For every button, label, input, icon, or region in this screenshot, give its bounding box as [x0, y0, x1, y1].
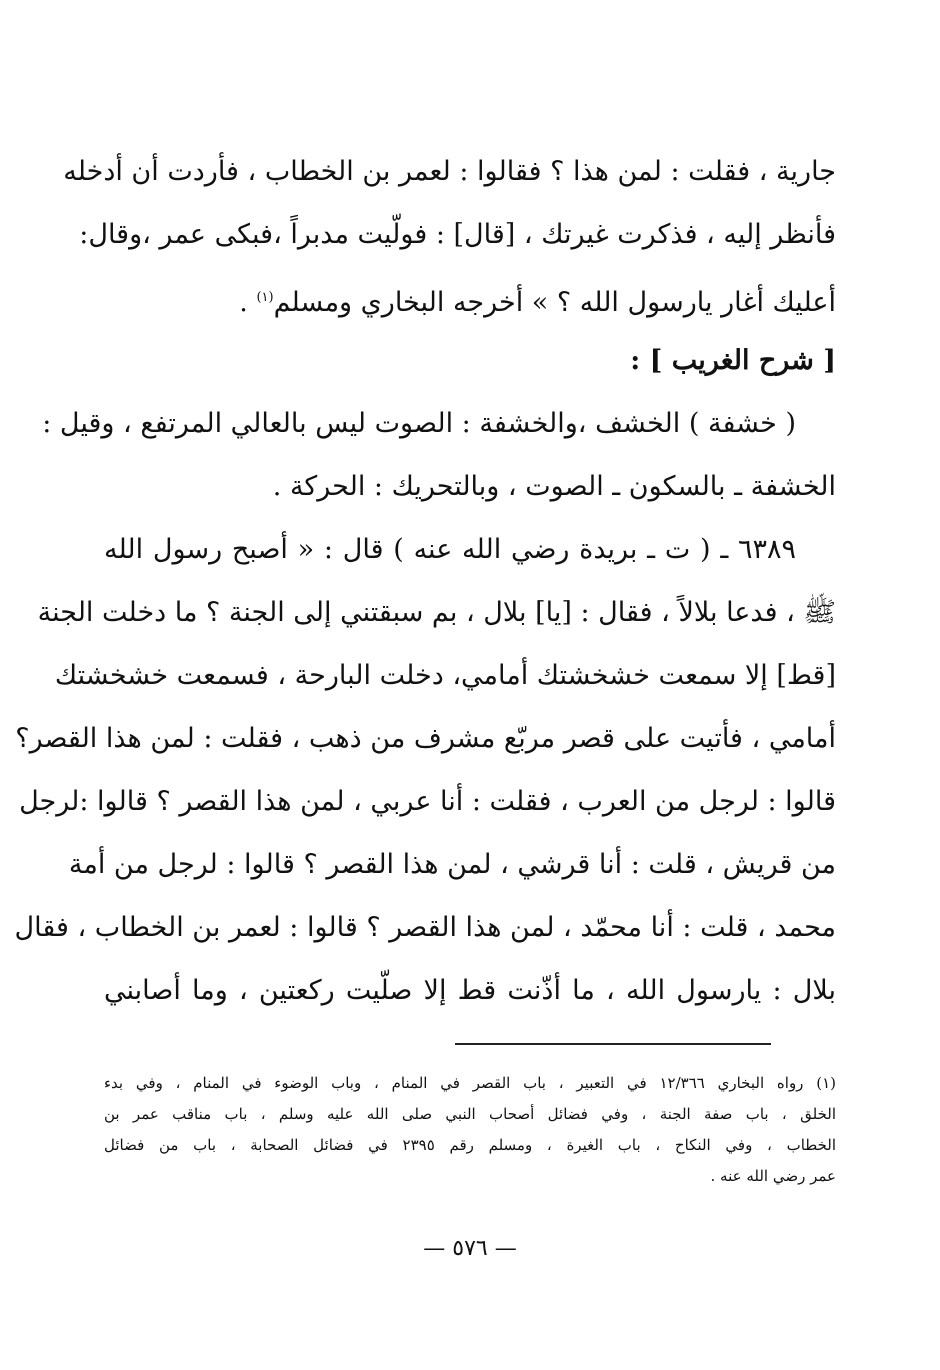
text-line-3 [104, 266, 836, 329]
footnote-reference: (١) [256, 290, 274, 305]
footnotes [104, 1068, 836, 1192]
hadith-line-1: ٦٣٨٩ ـ ( ت ـ بريدة رضي الله عنه ) قال : « أصبح رسول الله [104, 534, 796, 565]
main-text [14, 140, 836, 1022]
hadith-line-3: [قط] إلا سمعت خشخشتك أمامي، دخلت البارحة ، فسمعت خشخشتك [54, 660, 836, 691]
footnote-line-3: الخطاب ، وفي النكاح ، باب الغيرة ، ومسلم رقم ٢٣٩٥ في فضائل الصحابة ، باب من فضائل [104, 1136, 836, 1154]
gloss-line-2: الخشفة ـ بالسكون ـ الصوت ، وبالتحريك : الحركة . [272, 471, 836, 502]
footnote-line-4: عمر رضي الله عنه . [710, 1167, 836, 1185]
hadith-line-7: محمد ، قلت : أنا محمّد ، لمن هذا القصر ؟ قالوا : لعمر بن الخطاب ، فقال [14, 912, 836, 943]
page-number: — ٥٧٦ — [423, 1236, 517, 1261]
section-heading: [ شرح الغريب ] : [630, 345, 836, 376]
text-line-3-end: . [239, 287, 248, 318]
text-line-3-content: أعليك أغار يارسول الله ؟ » أخرجه البخاري ومسلم [273, 287, 836, 318]
hadith-line-8: بلال : يارسول الله ، ما أذّنت قط إلا صلّيت ركعتين ، وما أصابني [104, 975, 836, 1006]
hadith-line-5: قالوا : لرجل من العرب ، فقلت : أنا عربي ، لمن هذا القصر ؟ قالوا :لرجل [19, 786, 836, 817]
text-line-2: فأنظر إليه ، فذكرت غيرتك ، [قال] : فولّيت مدبراً ،فبكى عمر ،وقال: [79, 219, 836, 250]
hadith-line-6: من قريش ، قلت : أنا قرشي ، لمن هذا القصر ؟ قالوا : لرجل من أمة [68, 849, 836, 880]
footnote-divider [455, 1043, 771, 1045]
footnote-line-2: الخلق ، باب صفة الجنة ، وفي فضائل أصحاب النبي صلى الله عليه وسلم ، باب مناقب عمر بن [104, 1105, 836, 1123]
hadith-line-2: ﷺ ، فدعا بلالاً ، فقال : [يا] بلال ، بم سبقتني إلى الجنة ؟ ما دخلت الجنة [37, 597, 836, 628]
text-line-1: جارية ، فقلت : لمن هذا ؟ فقالوا : لعمر بن الخطاب ، فأردت أن أدخله [63, 156, 836, 187]
hadith-line-4: أمامي ، فأتيت على قصر مربّع مشرف من ذهب ، فقلت : لمن هذا القصر؟ [15, 723, 836, 754]
footnote-line-1: (١) رواه البخاري ١٢/٣٦٦ في التعبير ، باب القصر في المنام ، وباب الوضوء في المنام ، وفي بدء [104, 1074, 836, 1092]
gloss-line-1: ( خشفة ) الخشف ،والخشفة : الصوت ليس بالعالي المرتفع ، وقيل : [42, 408, 796, 439]
